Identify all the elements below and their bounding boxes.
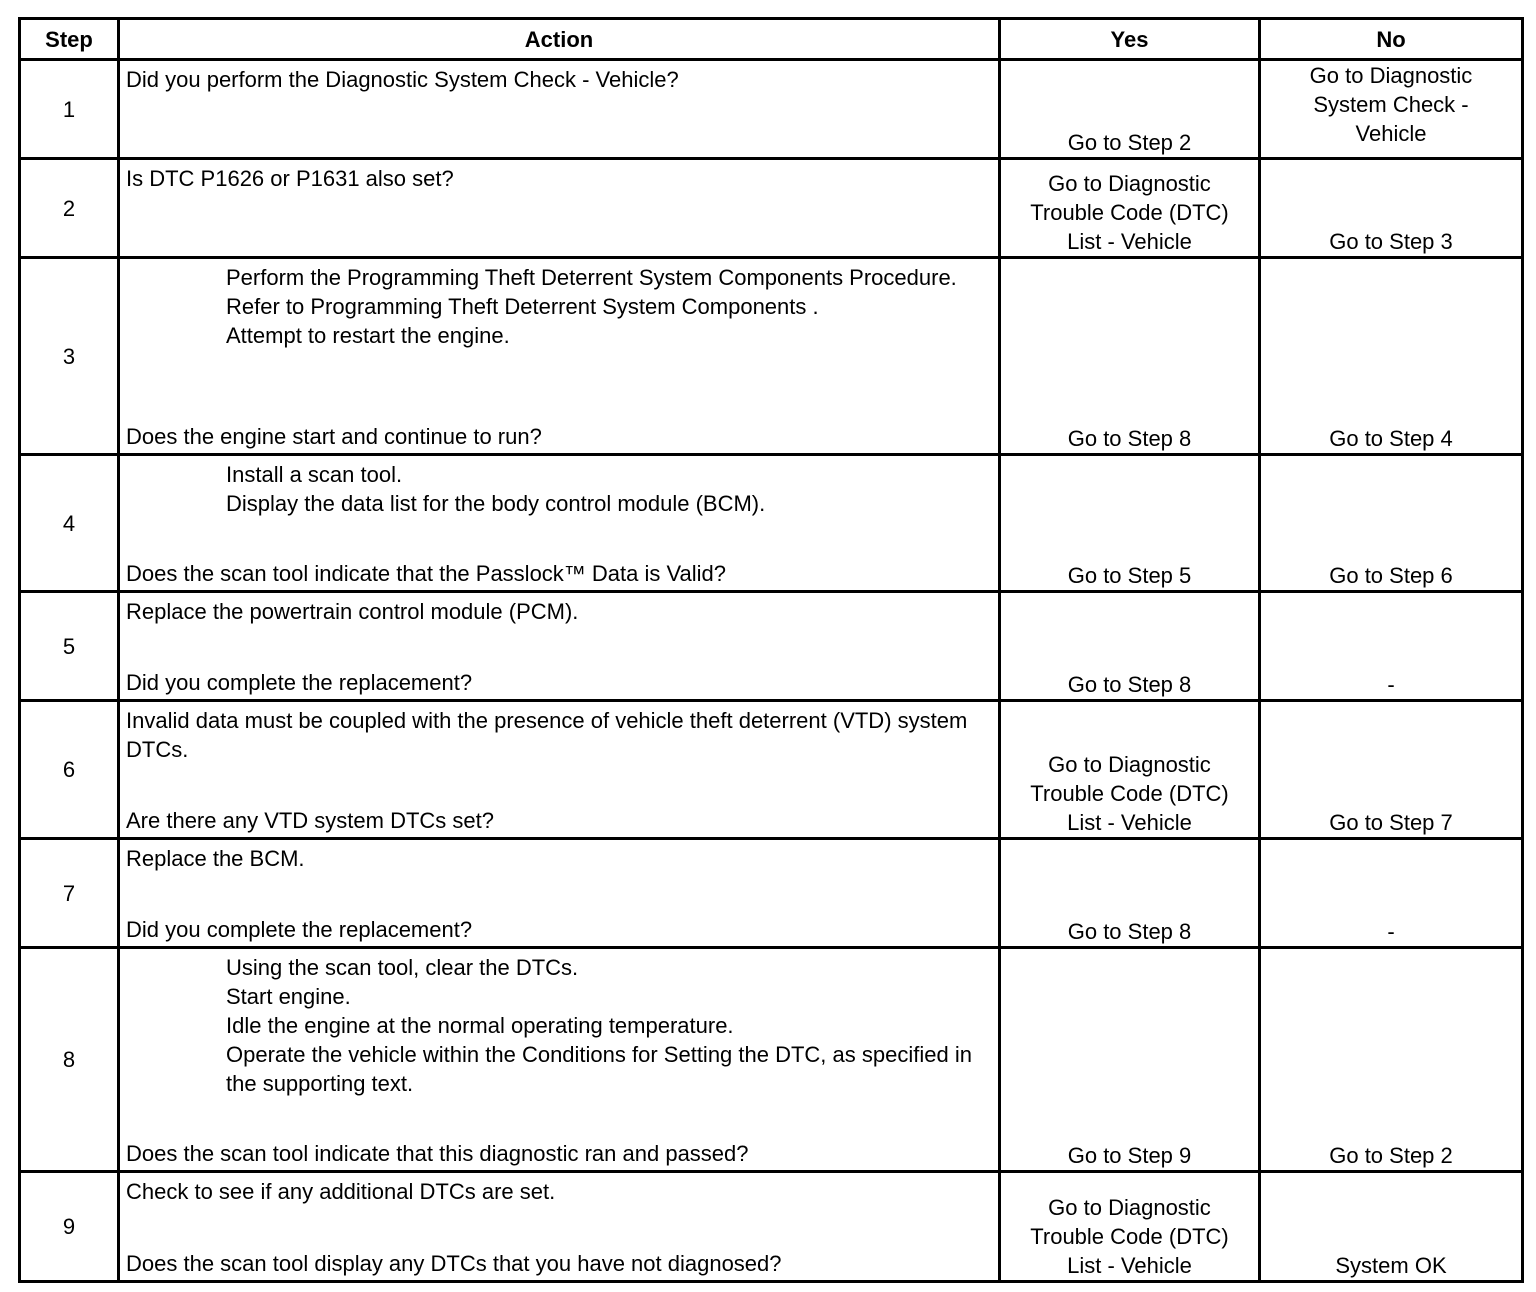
yes-result: Go to Step 9: [1000, 948, 1260, 1172]
step-number: 8: [20, 948, 119, 1172]
action-substep: Start engine.: [226, 984, 351, 1009]
yes-result: Go to Step 8: [1000, 839, 1260, 948]
action-cell: [119, 159, 1000, 258]
step-number: 4: [20, 455, 119, 592]
table-row: [20, 948, 1523, 1172]
action-question: Does the engine start and continue to run?: [126, 424, 542, 449]
diagnostic-table: [18, 17, 1524, 1283]
action-cell: [119, 701, 1000, 839]
no-result: Go to Step 4: [1260, 258, 1523, 455]
action-substep: Perform the Programming Theft Deterrent System Components Procedure. Refer to Programming Theft Deterrent System Components .: [226, 265, 957, 319]
step-number: 3: [20, 258, 119, 455]
table-row: [20, 258, 1523, 455]
table-row: [20, 159, 1523, 258]
action-cell: [119, 592, 1000, 701]
action-cell: [119, 948, 1000, 1172]
action-substep: Idle the engine at the normal operating temperature.: [226, 1013, 734, 1038]
yes-result: Go to Diagnostic Trouble Code (DTC) List - Vehicle: [1000, 701, 1260, 839]
action-text: Is DTC P1626 or P1631 also set?: [126, 166, 454, 191]
no-result: Go to Diagnostic System Check - Vehicle: [1260, 60, 1523, 159]
step-number: 2: [20, 159, 119, 258]
table-row: [20, 60, 1523, 159]
action-question: Does the scan tool indicate that this diagnostic ran and passed?: [126, 1141, 749, 1166]
action-substep: Install a scan tool.: [226, 462, 403, 487]
yes-result: Go to Diagnostic Trouble Code (DTC) List - Vehicle: [1000, 1172, 1260, 1282]
action-question: Does the scan tool display any DTCs that you have not diagnosed?: [126, 1251, 782, 1276]
no-result: Go to Step 3: [1260, 159, 1523, 258]
action-substep: Operate the vehicle within the Conditions for Setting the DTC, as specified in the supporting text.: [226, 1042, 972, 1096]
action-text: Replace the BCM.: [126, 846, 305, 871]
action-question: Does the scan tool indicate that the Passlock™ Data is Valid?: [126, 561, 727, 586]
no-result: System OK: [1260, 1172, 1523, 1282]
action-text: Did you perform the Diagnostic System Check - Vehicle?: [126, 67, 679, 92]
table-row: [20, 455, 1523, 592]
step-number: 7: [20, 839, 119, 948]
table-row: [20, 701, 1523, 839]
action-substep: Display the data list for the body control module (BCM).: [226, 491, 766, 516]
step-number: 5: [20, 592, 119, 701]
header-no: No: [1260, 19, 1523, 60]
action-cell: [119, 839, 1000, 948]
table-row: [20, 1172, 1523, 1282]
yes-result: Go to Step 5: [1000, 455, 1260, 592]
no-result: Go to Step 7: [1260, 701, 1523, 839]
yes-result: Go to Step 8: [1000, 592, 1260, 701]
no-result: -: [1260, 839, 1523, 948]
action-substep: Attempt to restart the engine.: [226, 323, 510, 348]
step-number: 6: [20, 701, 119, 839]
header-row: [20, 19, 1523, 60]
no-result: Go to Step 2: [1260, 948, 1523, 1172]
table-row: [20, 592, 1523, 701]
action-question: Did you complete the replacement?: [126, 670, 473, 695]
yes-result: Go to Step 2: [1000, 60, 1260, 159]
yes-result: Go to Diagnostic Trouble Code (DTC) List - Vehicle: [1000, 159, 1260, 258]
step-number: 1: [20, 60, 119, 159]
action-text: Invalid data must be coupled with the presence of vehicle theft deterrent (VTD) system DTCs.: [126, 708, 968, 762]
no-result: -: [1260, 592, 1523, 701]
no-result: Go to Step 6: [1260, 455, 1523, 592]
action-question: Did you complete the replacement?: [126, 917, 473, 942]
yes-result: Go to Step 8: [1000, 258, 1260, 455]
header-step: Step: [20, 19, 119, 60]
table-row: [20, 839, 1523, 948]
action-cell: [119, 1172, 1000, 1282]
action-cell: [119, 455, 1000, 592]
step-number: 9: [20, 1172, 119, 1282]
action-cell: [119, 258, 1000, 455]
header-action: Action: [119, 19, 1000, 60]
action-text: Check to see if any additional DTCs are set.: [126, 1179, 556, 1204]
action-cell: [119, 60, 1000, 159]
action-substep: Using the scan tool, clear the DTCs.: [226, 955, 579, 980]
header-yes: Yes: [1000, 19, 1260, 60]
action-question: Are there any VTD system DTCs set?: [126, 808, 494, 833]
action-text: Replace the powertrain control module (PCM).: [126, 599, 579, 624]
